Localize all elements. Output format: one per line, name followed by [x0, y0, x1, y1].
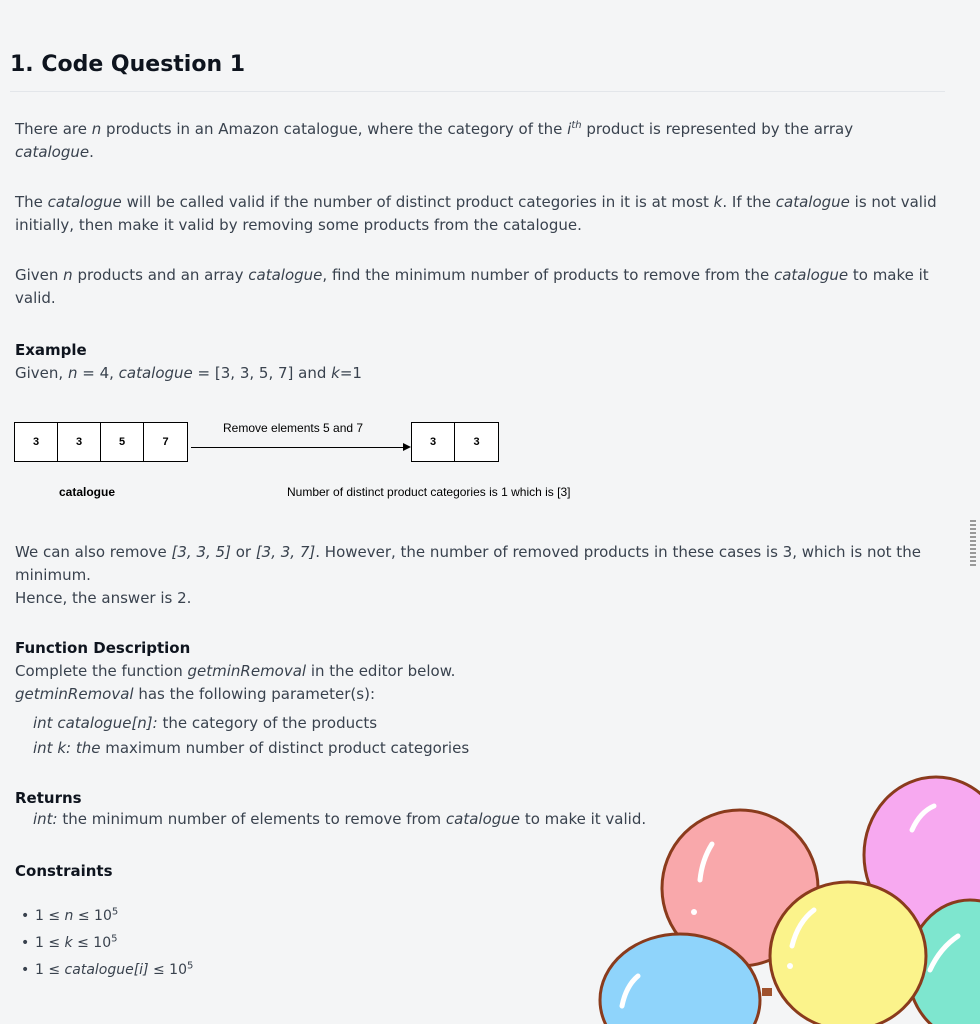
resize-handle[interactable] [970, 520, 976, 566]
arrow-line [191, 447, 406, 448]
balloon-yellow-icon [770, 882, 926, 1024]
balloons-decoration [590, 770, 980, 1024]
result-array-diagram [411, 422, 499, 462]
constraints-list [15, 903, 193, 984]
array-cell: 7 [162, 436, 169, 448]
explanation-text: We can also remove [3, 3, 5] or [3, 3, 7]. However, the number of removed products in these cases is 3, which is not the minimum. Hence, the answer is 2. [15, 543, 921, 607]
array-cell: 5 [101, 423, 144, 461]
example-heading: Example [15, 341, 87, 359]
problem-paragraph-3: Given n products and an array catalogue, find the minimum number of products to remove from the catalogue to make it valid. [15, 266, 929, 307]
function-description-text: Complete the function getminRemoval in the editor below. getminRemoval has the following parameter(s): [15, 662, 456, 703]
constraint-item: • $1 \le n \le 10^5$ [35, 903, 193, 930]
problem-paragraph-1: There are n products in an Amazon catalogue, where the category of the $i^{th}$ product is represented by the array catalogue. [15, 120, 854, 161]
catalogue-caption: catalogue [59, 485, 116, 499]
function-description-heading: Function Description [15, 639, 191, 657]
array-cell: 3 [412, 423, 455, 461]
result-caption: Number of distinct product categories is 1 which is [3] [287, 485, 571, 499]
array-cell: 3 [473, 436, 480, 448]
array-cell: 3 [15, 423, 58, 461]
example-text: Given, n = 4, catalogue = [3, 3, 5, 7] and k=1 [15, 364, 362, 382]
constraints-heading: Constraints [15, 862, 113, 880]
title-divider [10, 91, 945, 92]
constraint-item: • 1 ≤ catalogue[i] ≤ $10^5$ [35, 957, 193, 984]
arrow-head-icon [403, 443, 411, 451]
question-title: 1. Code Question 1 [10, 52, 246, 77]
returns-text: int: the minimum number of elements to remove from catalogue to make it valid. [33, 810, 647, 828]
returns-heading: Returns [15, 789, 82, 807]
array-cell: 3 [58, 423, 101, 461]
arrow-label: Remove elements 5 and 7 [223, 421, 364, 435]
problem-paragraph-2: The catalogue will be called valid if the number of distinct product categories in it is at most k. If the catalogue is not valid initially, then make it valid by removing some products from the catalogue. [15, 193, 937, 234]
constraint-item: • $1 \le k \le 10^5$ [35, 930, 193, 957]
function-parameters: int catalogue[n]: the category of the products int k: the maximum number of distinct product categories [33, 714, 470, 757]
catalogue-array-diagram [14, 422, 188, 462]
